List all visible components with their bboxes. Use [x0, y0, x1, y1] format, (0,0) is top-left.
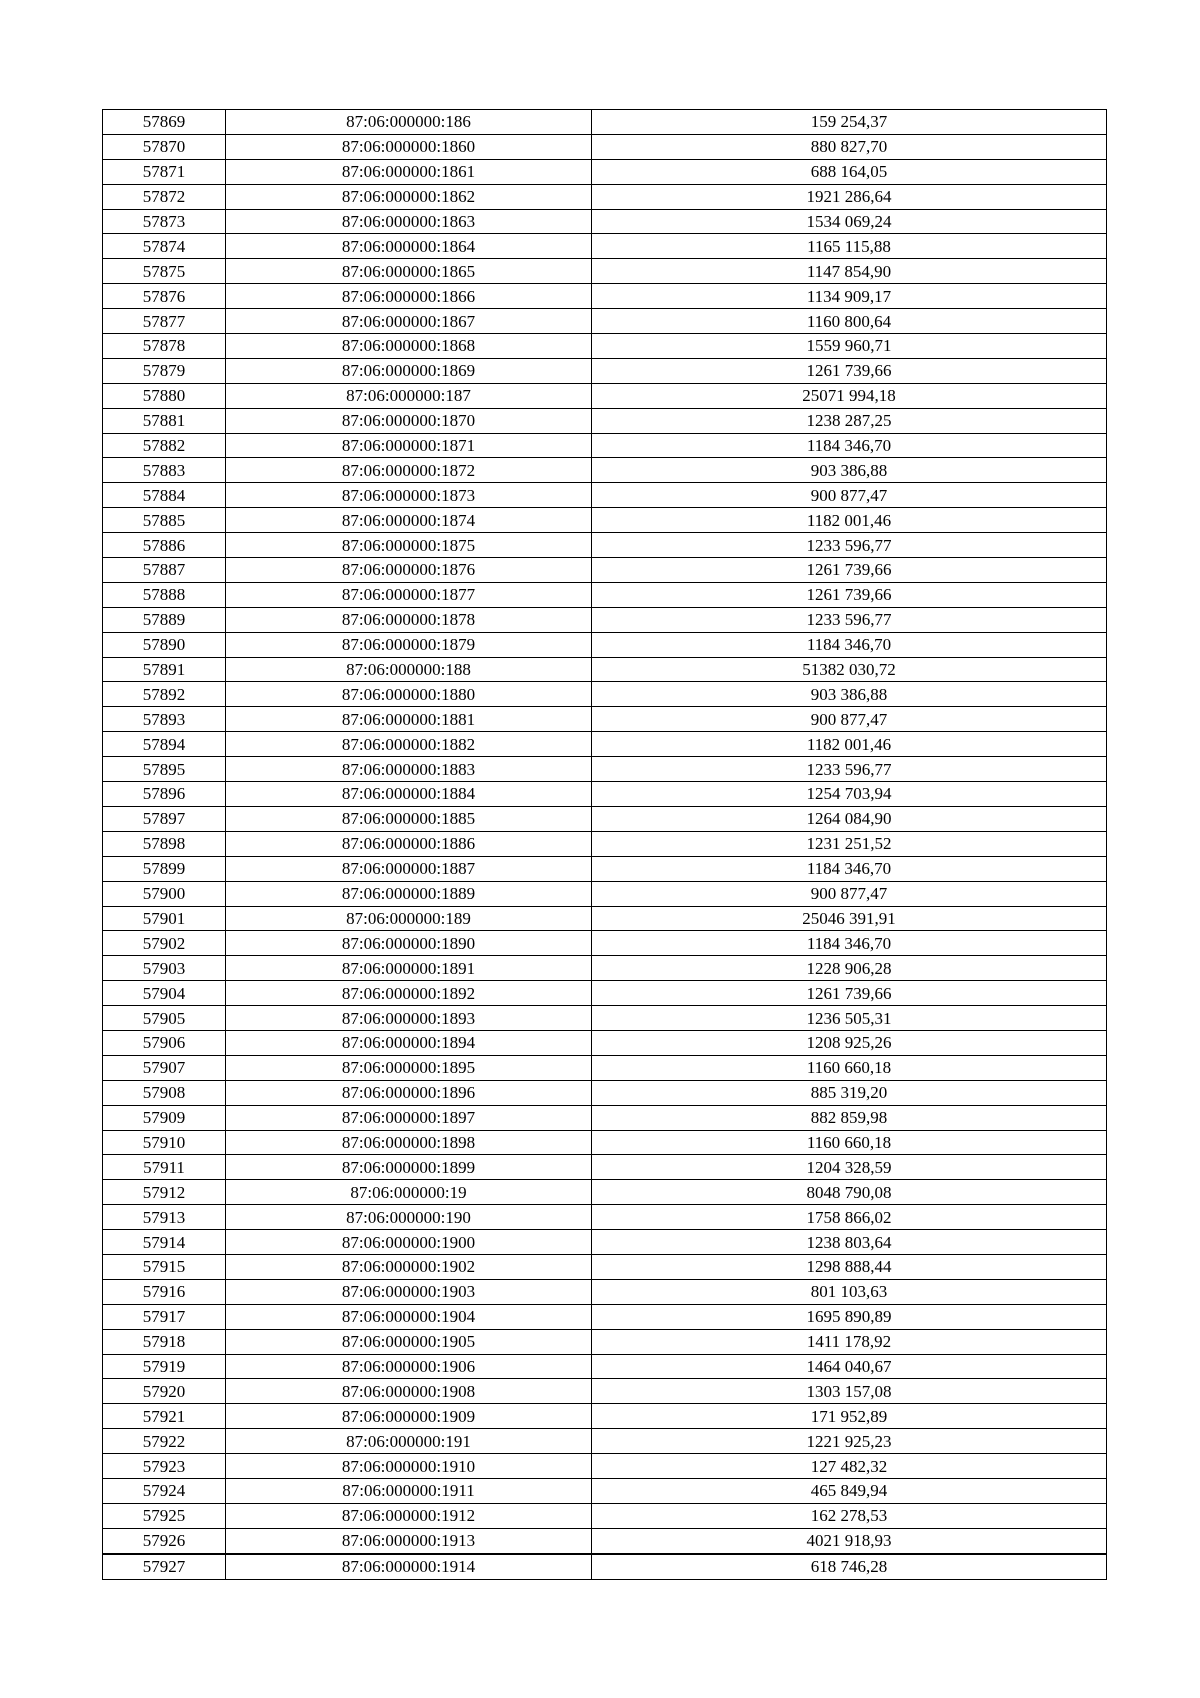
cadastral-number-cell: 87:06:000000:1887	[226, 856, 592, 881]
table-row	[103, 184, 1107, 209]
cadastral-value-cell: 1233 596,77	[592, 533, 1107, 558]
cadastral-value-cell: 465 849,94	[592, 1478, 1107, 1503]
cadastral-number-cell: 87:06:000000:1861	[226, 159, 592, 184]
row-number-cell: 57876	[103, 284, 226, 309]
table-row	[103, 209, 1107, 234]
table-row	[103, 1080, 1107, 1105]
cadastral-number-cell: 87:06:000000:1902	[226, 1254, 592, 1279]
row-number-cell: 57893	[103, 707, 226, 732]
row-number-cell: 57899	[103, 856, 226, 881]
table-row	[103, 1503, 1107, 1528]
row-number-cell: 57898	[103, 831, 226, 856]
cadastral-value-cell: 1261 739,66	[592, 582, 1107, 607]
cadastral-value-cell: 1236 505,31	[592, 1006, 1107, 1031]
table-row	[103, 1130, 1107, 1155]
cadastral-value-cell: 1160 660,18	[592, 1055, 1107, 1080]
cadastral-value-cell: 1184 346,70	[592, 931, 1107, 956]
row-number-cell: 57890	[103, 632, 226, 657]
row-number-cell: 57883	[103, 458, 226, 483]
table-row	[103, 806, 1107, 831]
row-number-cell: 57882	[103, 433, 226, 458]
cadastral-number-cell: 87:06:000000:1866	[226, 284, 592, 309]
cadastral-number-cell: 87:06:000000:1910	[226, 1454, 592, 1479]
row-number-cell: 57900	[103, 881, 226, 906]
row-number-cell: 57903	[103, 956, 226, 981]
table-row	[103, 1379, 1107, 1404]
row-number-cell: 57907	[103, 1055, 226, 1080]
cadastral-number-cell: 87:06:000000:1881	[226, 707, 592, 732]
row-number-cell: 57887	[103, 558, 226, 583]
table-row	[103, 881, 1107, 906]
row-number-cell: 57880	[103, 383, 226, 408]
row-number-cell: 57888	[103, 582, 226, 607]
cadastral-number-cell: 87:06:000000:188	[226, 657, 592, 682]
cadastral-number-cell: 87:06:000000:1905	[226, 1329, 592, 1354]
table-row	[103, 134, 1107, 159]
cadastral-number-cell: 87:06:000000:190	[226, 1205, 592, 1230]
table-row	[103, 931, 1107, 956]
cadastral-number-cell: 87:06:000000:1870	[226, 408, 592, 433]
cadastral-value-cell: 1411 178,92	[592, 1329, 1107, 1354]
row-number-cell: 57913	[103, 1205, 226, 1230]
cadastral-value-cell: 1228 906,28	[592, 956, 1107, 981]
cadastral-number-cell: 87:06:000000:1886	[226, 831, 592, 856]
row-number-cell: 57875	[103, 259, 226, 284]
cadastral-number-cell: 87:06:000000:1868	[226, 334, 592, 359]
cadastral-value-cell: 903 386,88	[592, 458, 1107, 483]
row-number-cell: 57909	[103, 1105, 226, 1130]
cadastral-value-table	[102, 109, 1107, 1580]
table-row	[103, 334, 1107, 359]
cadastral-value-cell: 1298 888,44	[592, 1254, 1107, 1279]
table-row	[103, 732, 1107, 757]
row-number-cell: 57906	[103, 1030, 226, 1055]
row-number-cell: 57902	[103, 931, 226, 956]
cadastral-number-cell: 87:06:000000:1904	[226, 1304, 592, 1329]
table-row	[103, 981, 1107, 1006]
table-row	[103, 1528, 1107, 1553]
table-row	[103, 1030, 1107, 1055]
cadastral-value-cell: 1758 866,02	[592, 1205, 1107, 1230]
row-number-cell: 57901	[103, 906, 226, 931]
cadastral-value-cell: 1303 157,08	[592, 1379, 1107, 1404]
row-number-cell: 57927	[103, 1554, 226, 1579]
cadastral-value-cell: 159 254,37	[592, 110, 1107, 135]
cadastral-number-cell: 87:06:000000:1875	[226, 533, 592, 558]
cadastral-value-cell: 1208 925,26	[592, 1030, 1107, 1055]
table-row	[103, 159, 1107, 184]
table-row	[103, 558, 1107, 583]
cadastral-value-cell: 688 164,05	[592, 159, 1107, 184]
cadastral-value-cell: 4021 918,93	[592, 1528, 1107, 1553]
table-row	[103, 1554, 1107, 1579]
row-number-cell: 57912	[103, 1180, 226, 1205]
row-number-cell: 57892	[103, 682, 226, 707]
cadastral-value-cell: 801 103,63	[592, 1279, 1107, 1304]
cadastral-number-cell: 87:06:000000:1913	[226, 1528, 592, 1553]
row-number-cell: 57914	[103, 1230, 226, 1255]
table-row	[103, 906, 1107, 931]
cadastral-number-cell: 87:06:000000:1860	[226, 134, 592, 159]
cadastral-number-cell: 87:06:000000:1891	[226, 956, 592, 981]
cadastral-value-cell: 1233 596,77	[592, 757, 1107, 782]
table-row	[103, 508, 1107, 533]
row-number-cell: 57886	[103, 533, 226, 558]
cadastral-number-cell: 87:06:000000:189	[226, 906, 592, 931]
table-row	[103, 284, 1107, 309]
row-number-cell: 57921	[103, 1404, 226, 1429]
cadastral-value-cell: 1160 800,64	[592, 309, 1107, 334]
table-row	[103, 682, 1107, 707]
table-row	[103, 1429, 1107, 1454]
cadastral-number-cell: 87:06:000000:1876	[226, 558, 592, 583]
row-number-cell: 57911	[103, 1155, 226, 1180]
row-number-cell: 57922	[103, 1429, 226, 1454]
cadastral-number-cell: 87:06:000000:1912	[226, 1503, 592, 1528]
table-row	[103, 657, 1107, 682]
cadastral-value-cell: 1182 001,46	[592, 508, 1107, 533]
cadastral-number-cell: 87:06:000000:1890	[226, 931, 592, 956]
cadastral-value-cell: 1254 703,94	[592, 782, 1107, 807]
table-row	[103, 782, 1107, 807]
cadastral-number-cell: 87:06:000000:1872	[226, 458, 592, 483]
table-row	[103, 483, 1107, 508]
cadastral-value-cell: 162 278,53	[592, 1503, 1107, 1528]
cadastral-value-cell: 1261 739,66	[592, 558, 1107, 583]
cadastral-value-cell: 1921 286,64	[592, 184, 1107, 209]
table-row	[103, 383, 1107, 408]
row-number-cell: 57923	[103, 1454, 226, 1479]
row-number-cell: 57872	[103, 184, 226, 209]
cadastral-value-cell: 1261 739,66	[592, 358, 1107, 383]
table-row	[103, 1155, 1107, 1180]
row-number-cell: 57871	[103, 159, 226, 184]
row-number-cell: 57869	[103, 110, 226, 135]
row-number-cell: 57924	[103, 1478, 226, 1503]
table-row	[103, 1329, 1107, 1354]
cadastral-number-cell: 87:06:000000:1874	[226, 508, 592, 533]
cadastral-number-cell: 87:06:000000:1908	[226, 1379, 592, 1404]
row-number-cell: 57889	[103, 607, 226, 632]
row-number-cell: 57918	[103, 1329, 226, 1354]
cadastral-number-cell: 87:06:000000:1879	[226, 632, 592, 657]
cadastral-number-cell: 87:06:000000:1877	[226, 582, 592, 607]
cadastral-value-cell: 1184 346,70	[592, 632, 1107, 657]
table-row	[103, 234, 1107, 259]
cadastral-number-cell: 87:06:000000:1889	[226, 881, 592, 906]
cadastral-value-cell: 1221 925,23	[592, 1429, 1107, 1454]
table-row	[103, 433, 1107, 458]
cadastral-number-cell: 87:06:000000:1878	[226, 607, 592, 632]
row-number-cell: 57881	[103, 408, 226, 433]
cadastral-number-cell: 87:06:000000:1892	[226, 981, 592, 1006]
table-row	[103, 707, 1107, 732]
cadastral-value-cell: 1184 346,70	[592, 856, 1107, 881]
row-number-cell: 57895	[103, 757, 226, 782]
cadastral-value-cell: 900 877,47	[592, 483, 1107, 508]
cadastral-number-cell: 87:06:000000:1894	[226, 1030, 592, 1055]
cadastral-number-cell: 87:06:000000:1883	[226, 757, 592, 782]
cadastral-number-cell: 87:06:000000:1871	[226, 433, 592, 458]
table-row	[103, 259, 1107, 284]
table-row	[103, 1055, 1107, 1080]
cadastral-number-cell: 87:06:000000:1896	[226, 1080, 592, 1105]
cadastral-value-cell: 1134 909,17	[592, 284, 1107, 309]
cadastral-value-cell: 885 319,20	[592, 1080, 1107, 1105]
cadastral-number-cell: 87:06:000000:1903	[226, 1279, 592, 1304]
row-number-cell: 57908	[103, 1080, 226, 1105]
cadastral-number-cell: 87:06:000000:1864	[226, 234, 592, 259]
cadastral-number-cell: 87:06:000000:1893	[226, 1006, 592, 1031]
cadastral-number-cell: 87:06:000000:1867	[226, 309, 592, 334]
row-number-cell: 57920	[103, 1379, 226, 1404]
cadastral-value-cell: 1238 287,25	[592, 408, 1107, 433]
table-row	[103, 1254, 1107, 1279]
cadastral-number-cell: 87:06:000000:1869	[226, 358, 592, 383]
table-row	[103, 1354, 1107, 1379]
cadastral-value-cell: 25071 994,18	[592, 383, 1107, 408]
row-number-cell: 57873	[103, 209, 226, 234]
table-row	[103, 1006, 1107, 1031]
cadastral-number-cell: 87:06:000000:187	[226, 383, 592, 408]
cadastral-value-cell: 1264 084,90	[592, 806, 1107, 831]
cadastral-value-cell: 882 859,98	[592, 1105, 1107, 1130]
cadastral-number-cell: 87:06:000000:1895	[226, 1055, 592, 1080]
table-row	[103, 1404, 1107, 1429]
cadastral-number-cell: 87:06:000000:1911	[226, 1478, 592, 1503]
row-number-cell: 57874	[103, 234, 226, 259]
cadastral-value-cell: 1233 596,77	[592, 607, 1107, 632]
cadastral-number-cell: 87:06:000000:1862	[226, 184, 592, 209]
cadastral-value-cell: 1695 890,89	[592, 1304, 1107, 1329]
table-row	[103, 856, 1107, 881]
cadastral-value-cell: 1464 040,67	[592, 1354, 1107, 1379]
row-number-cell: 57915	[103, 1254, 226, 1279]
table-row	[103, 1279, 1107, 1304]
row-number-cell: 57926	[103, 1528, 226, 1553]
row-number-cell: 57884	[103, 483, 226, 508]
row-number-cell: 57878	[103, 334, 226, 359]
table-row	[103, 831, 1107, 856]
table-body	[103, 110, 1107, 1580]
table-row	[103, 408, 1107, 433]
row-number-cell: 57916	[103, 1279, 226, 1304]
table-row	[103, 1304, 1107, 1329]
table-row	[103, 1205, 1107, 1230]
row-number-cell: 57870	[103, 134, 226, 159]
row-number-cell: 57919	[103, 1354, 226, 1379]
cadastral-number-cell: 87:06:000000:1900	[226, 1230, 592, 1255]
cadastral-value-cell: 1165 115,88	[592, 234, 1107, 259]
table-row	[103, 309, 1107, 334]
cadastral-value-cell: 880 827,70	[592, 134, 1107, 159]
table-row	[103, 632, 1107, 657]
cadastral-number-cell: 87:06:000000:186	[226, 110, 592, 135]
cadastral-value-cell: 900 877,47	[592, 707, 1107, 732]
table-row	[103, 1454, 1107, 1479]
table-row	[103, 1105, 1107, 1130]
table-row	[103, 358, 1107, 383]
table-row	[103, 607, 1107, 632]
cadastral-value-cell: 1160 660,18	[592, 1130, 1107, 1155]
table-row	[103, 110, 1107, 135]
cadastral-number-cell: 87:06:000000:191	[226, 1429, 592, 1454]
cadastral-value-cell: 51382 030,72	[592, 657, 1107, 682]
cadastral-number-cell: 87:06:000000:1882	[226, 732, 592, 757]
row-number-cell: 57917	[103, 1304, 226, 1329]
table-row	[103, 458, 1107, 483]
cadastral-number-cell: 87:06:000000:1880	[226, 682, 592, 707]
row-number-cell: 57885	[103, 508, 226, 533]
cadastral-number-cell: 87:06:000000:1909	[226, 1404, 592, 1429]
table-row	[103, 1230, 1107, 1255]
cadastral-number-cell: 87:06:000000:1884	[226, 782, 592, 807]
cadastral-number-cell: 87:06:000000:1898	[226, 1130, 592, 1155]
cadastral-value-cell: 1204 328,59	[592, 1155, 1107, 1180]
table-row	[103, 956, 1107, 981]
cadastral-number-cell: 87:06:000000:1865	[226, 259, 592, 284]
cadastral-value-cell: 1238 803,64	[592, 1230, 1107, 1255]
cadastral-value-cell: 903 386,88	[592, 682, 1107, 707]
row-number-cell: 57904	[103, 981, 226, 1006]
cadastral-value-cell: 1147 854,90	[592, 259, 1107, 284]
cadastral-value-cell: 1559 960,71	[592, 334, 1107, 359]
cadastral-value-cell: 900 877,47	[592, 881, 1107, 906]
cadastral-value-cell: 127 482,32	[592, 1454, 1107, 1479]
cadastral-value-cell: 1534 069,24	[592, 209, 1107, 234]
cadastral-value-cell: 1182 001,46	[592, 732, 1107, 757]
row-number-cell: 57897	[103, 806, 226, 831]
table-row	[103, 1478, 1107, 1503]
cadastral-value-cell: 171 952,89	[592, 1404, 1107, 1429]
row-number-cell: 57877	[103, 309, 226, 334]
table-row	[103, 757, 1107, 782]
row-number-cell: 57894	[103, 732, 226, 757]
cadastral-number-cell: 87:06:000000:1863	[226, 209, 592, 234]
cadastral-number-cell: 87:06:000000:1873	[226, 483, 592, 508]
cadastral-value-cell: 618 746,28	[592, 1554, 1107, 1579]
table-row	[103, 1180, 1107, 1205]
row-number-cell: 57910	[103, 1130, 226, 1155]
cadastral-value-cell: 1231 251,52	[592, 831, 1107, 856]
table-row	[103, 533, 1107, 558]
table-row	[103, 582, 1107, 607]
row-number-cell: 57891	[103, 657, 226, 682]
row-number-cell: 57896	[103, 782, 226, 807]
row-number-cell: 57905	[103, 1006, 226, 1031]
cadastral-value-cell: 1261 739,66	[592, 981, 1107, 1006]
row-number-cell: 57925	[103, 1503, 226, 1528]
cadastral-number-cell: 87:06:000000:1906	[226, 1354, 592, 1379]
cadastral-number-cell: 87:06:000000:19	[226, 1180, 592, 1205]
cadastral-value-cell: 1184 346,70	[592, 433, 1107, 458]
cadastral-number-cell: 87:06:000000:1914	[226, 1554, 592, 1579]
cadastral-number-cell: 87:06:000000:1899	[226, 1155, 592, 1180]
cadastral-value-cell: 8048 790,08	[592, 1180, 1107, 1205]
cadastral-number-cell: 87:06:000000:1885	[226, 806, 592, 831]
row-number-cell: 57879	[103, 358, 226, 383]
cadastral-number-cell: 87:06:000000:1897	[226, 1105, 592, 1130]
cadastral-value-cell: 25046 391,91	[592, 906, 1107, 931]
